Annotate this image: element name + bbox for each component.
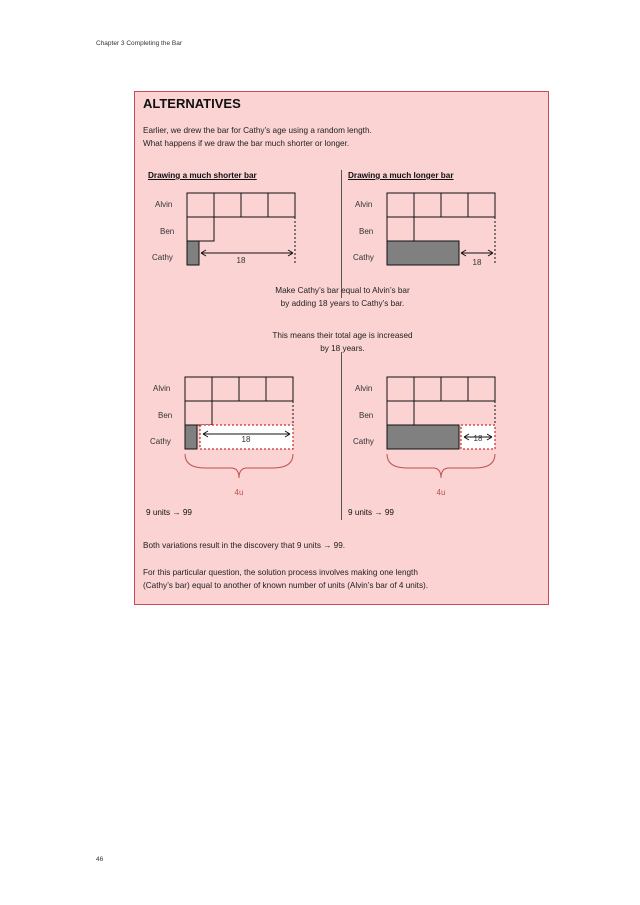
summary-line-1: For this particular question, the solution process involves making one length xyxy=(143,568,418,577)
alvin-unit-4 xyxy=(268,193,295,217)
label-ben: Ben xyxy=(160,227,175,236)
left-heading: Drawing a much shorter bar xyxy=(148,171,257,180)
ben-unit-1 xyxy=(187,217,214,241)
alvin-unit-2 xyxy=(214,193,241,217)
label-alvin: Alvin xyxy=(153,384,171,393)
page-number: 46 xyxy=(96,856,104,863)
diagram-long-completed xyxy=(343,374,548,504)
alvin-unit-1 xyxy=(387,193,414,217)
alvin-unit-4 xyxy=(266,377,293,401)
cathy-long-bar xyxy=(387,425,459,449)
label-alvin: Alvin xyxy=(155,200,173,209)
summary-process xyxy=(143,566,543,592)
alvin-unit-2 xyxy=(212,377,239,401)
alvin-unit-4 xyxy=(468,377,495,401)
brace xyxy=(387,454,495,478)
bottom-divider xyxy=(341,352,342,520)
diagram-long-bar xyxy=(343,190,548,275)
gap-label: 18 xyxy=(473,434,483,443)
cathy-long-bar xyxy=(387,241,459,265)
alvin-unit-4 xyxy=(468,193,495,217)
intro-text xyxy=(143,124,543,150)
brace-label: 4u xyxy=(436,488,446,497)
top-divider xyxy=(341,170,342,298)
summary-line-2: (Cathy’s bar) equal to another of known number of units (Alvin’s bar of 4 units). xyxy=(143,581,429,590)
label-ben: Ben xyxy=(158,411,173,420)
gap-label: 18 xyxy=(241,435,251,444)
alvin-unit-3 xyxy=(441,193,468,217)
note-line-4: by 18 years. xyxy=(320,344,365,353)
brace xyxy=(185,454,293,478)
brace-label: 4u xyxy=(234,488,244,497)
gap-label: 18 xyxy=(236,256,246,265)
alvin-unit-2 xyxy=(414,377,441,401)
label-cathy: Cathy xyxy=(152,253,173,262)
ben-unit-1 xyxy=(387,217,414,241)
ben-unit-1 xyxy=(387,401,414,425)
page-header: Chapter 3 Completing the Bar xyxy=(96,40,182,47)
alvin-unit-1 xyxy=(187,193,214,217)
alvin-unit-2 xyxy=(414,193,441,217)
alvin-unit-3 xyxy=(239,377,266,401)
cathy-short-bar xyxy=(185,425,197,449)
label-cathy: Cathy xyxy=(150,437,171,446)
note-total xyxy=(135,329,550,355)
right-heading: Drawing a much longer bar xyxy=(348,171,454,180)
gap-label: 18 xyxy=(472,258,482,267)
note-line-3: This means their total age is increased xyxy=(272,331,413,340)
ben-unit-1 xyxy=(185,401,212,425)
summary-discovery: Both variations result in the discovery that 9 units → 99. xyxy=(143,541,346,550)
label-ben: Ben xyxy=(359,227,374,236)
alvin-unit-3 xyxy=(441,377,468,401)
alvin-unit-1 xyxy=(185,377,212,401)
label-alvin: Alvin xyxy=(355,200,373,209)
intro-line-2: What happens if we draw the bar much shorter or longer. xyxy=(143,139,350,148)
cathy-short-bar xyxy=(187,241,199,265)
alternatives-box xyxy=(134,91,549,605)
label-cathy: Cathy xyxy=(353,437,374,446)
note-equalize xyxy=(135,284,550,310)
diagram-short-completed xyxy=(135,374,340,504)
note-line-2: by adding 18 years to Cathy’s bar. xyxy=(280,299,405,308)
note-line-1: Make Cathy’s bar equal to Alvin’s bar xyxy=(275,286,410,295)
alvin-unit-1 xyxy=(387,377,414,401)
result-left: 9 units → 99 xyxy=(146,508,192,517)
intro-line-1: Earlier, we drew the bar for Cathy’s age using a random length. xyxy=(143,126,372,135)
label-cathy: Cathy xyxy=(353,253,374,262)
label-ben: Ben xyxy=(359,411,374,420)
alvin-unit-3 xyxy=(241,193,268,217)
result-right: 9 units → 99 xyxy=(348,508,394,517)
label-alvin: Alvin xyxy=(355,384,373,393)
diagram-short-bar xyxy=(135,190,340,275)
box-title: ALTERNATIVES xyxy=(143,96,241,111)
